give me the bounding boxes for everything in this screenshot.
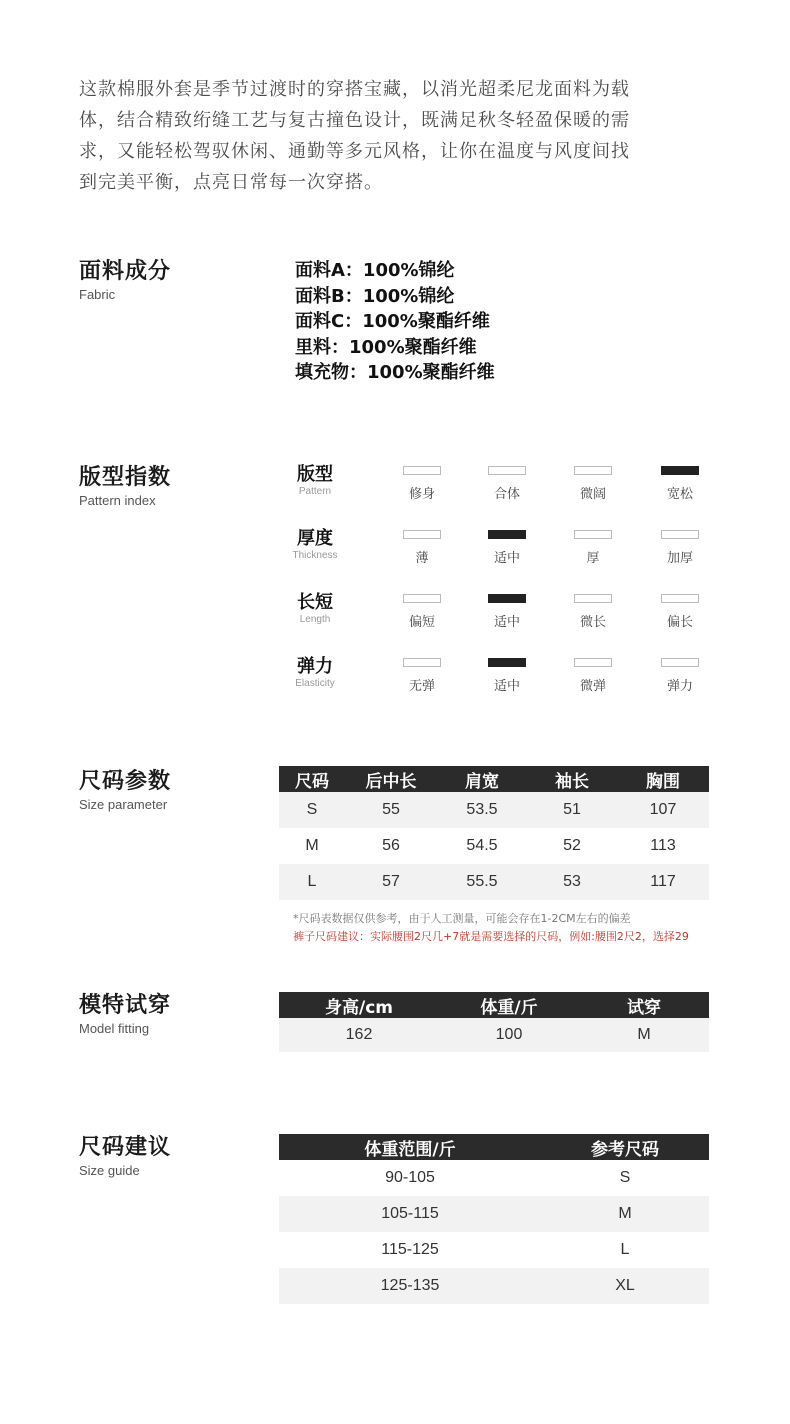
pattern-option (650, 594, 710, 630)
pattern-row-name: 长短 (297, 592, 333, 613)
pattern-option (477, 530, 537, 566)
pattern-indicator (403, 466, 441, 475)
model-section-title (79, 992, 171, 1036)
pattern-option (477, 658, 537, 694)
pattern-option-label: 适中 (493, 615, 520, 630)
table-header-cell: 胸围 (617, 766, 709, 792)
pattern-option-label: 无弹 (408, 679, 435, 694)
intro-paragraph (79, 74, 679, 198)
pattern-indicator-selected (488, 658, 526, 667)
pattern-subtitle: Pattern index (79, 493, 156, 508)
pattern-indicator (661, 530, 699, 539)
pattern-option (563, 594, 623, 630)
table-header-cell: 体重/斤 (439, 992, 579, 1018)
pattern-option (650, 466, 710, 502)
table-header-cell: 尺码 (279, 766, 345, 792)
size-guide-table (279, 1134, 709, 1304)
table-cell: 90-105 (279, 1160, 541, 1196)
table-cell: 54.5 (437, 828, 527, 864)
fabric-item: 面料A：100%锦纶 (295, 260, 455, 281)
pattern-indicator (574, 466, 612, 475)
pattern-option-label: 微弹 (579, 679, 606, 694)
table-header-row (279, 1134, 709, 1160)
pattern-option (392, 658, 452, 694)
table-cell: 51 (527, 792, 617, 828)
pattern-option (392, 594, 452, 630)
size-param-subtitle: Size parameter (79, 797, 168, 812)
pattern-option-label: 适中 (493, 679, 520, 694)
table-cell: M (541, 1196, 709, 1232)
size-note: *尺码表数据仅供参考，由于人工测量，可能会存在1-2CM左右的偏差 (293, 912, 631, 925)
pattern-indicator-selected (488, 530, 526, 539)
guide-section-title (79, 1134, 171, 1178)
pattern-row-name: 版型 (297, 464, 333, 485)
intro-line: 到完美平衡，点亮日常每一次穿搭。 (79, 172, 383, 193)
model-title: 模特试穿 (79, 993, 172, 1018)
pattern-option (563, 530, 623, 566)
table-row (279, 1196, 709, 1232)
pattern-option-label: 偏长 (666, 615, 693, 630)
pattern-option (477, 466, 537, 502)
pattern-indicator-selected (488, 594, 526, 603)
size-param-section-title (79, 768, 171, 812)
pattern-option-label: 宽松 (666, 487, 693, 502)
pattern-option-label: 厚 (586, 551, 600, 566)
pattern-indicator (661, 658, 699, 667)
table-cell: 53 (527, 864, 617, 900)
guide-title: 尺码建议 (79, 1135, 172, 1160)
pattern-indicator (574, 530, 612, 539)
table-cell: XL (541, 1268, 709, 1304)
pattern-row-label (285, 592, 345, 625)
pattern-row (285, 590, 725, 654)
pattern-row (285, 526, 725, 590)
table-cell: S (541, 1160, 709, 1196)
fabric-section-title (79, 258, 171, 302)
fabric-subtitle: Fabric (79, 287, 116, 302)
pattern-option-label: 适中 (493, 551, 520, 566)
intro-line: 体，结合精致绗缝工艺与复古撞色设计，既满足秋冬轻盈保暖的需 (79, 110, 630, 131)
fabric-item: 面料B：100%锦纶 (295, 285, 455, 307)
table-cell: 105-115 (279, 1196, 541, 1232)
pattern-option-label: 弹力 (666, 679, 693, 694)
table-cell: 52 (527, 828, 617, 864)
pattern-option-label: 微阔 (579, 487, 606, 502)
table-cell: 162 (279, 1018, 439, 1052)
pattern-row-label (285, 528, 345, 561)
table-cell: L (541, 1232, 709, 1268)
table-row (279, 1268, 709, 1304)
table-row (279, 1018, 709, 1052)
table-cell: 55 (345, 792, 437, 828)
model-subtitle: Model fitting (79, 1021, 150, 1036)
intro-line: 这款棉服外套是季节过渡时的穿搭宝藏，以消光超柔尼龙面料为载 (79, 79, 630, 100)
table-cell: 56 (345, 828, 437, 864)
pants-size-note: 裤子尺码建议：实际腰围2尺几+7就是需要选择的尺码，例如:腰围2尺2，选择29 (293, 930, 689, 943)
model-fitting-table (279, 992, 709, 1052)
table-cell: S (279, 792, 345, 828)
pattern-indicator (661, 594, 699, 603)
pattern-row-name-en: Pattern (298, 486, 332, 497)
pattern-option-label: 微长 (579, 615, 606, 630)
pattern-option (650, 658, 710, 694)
fabric-item: 面料C：100%聚酯纤维 (295, 311, 490, 332)
pattern-row-name-en: Thickness (292, 550, 338, 561)
table-header-row (279, 992, 709, 1018)
table-cell: 100 (439, 1018, 579, 1052)
table-cell: 53.5 (437, 792, 527, 828)
table-header-cell: 体重范围/斤 (279, 1134, 541, 1160)
table-cell: M (579, 1018, 709, 1052)
pattern-indicator-selected (661, 466, 699, 475)
size-param-title: 尺码参数 (79, 769, 172, 794)
pattern-row-label (285, 656, 345, 689)
pattern-indicator (403, 530, 441, 539)
pattern-title: 版型指数 (79, 465, 172, 490)
pattern-option-label: 薄 (415, 551, 429, 566)
size-parameter-table (279, 766, 709, 900)
pattern-option (392, 530, 452, 566)
table-header-cell: 后中长 (345, 766, 437, 792)
table-row (279, 864, 709, 900)
pattern-row-name: 厚度 (297, 528, 333, 549)
pattern-row-name-en: Elasticity (295, 678, 335, 689)
fabric-item: 填充物：100%聚酯纤维 (295, 362, 495, 383)
intro-line: 求，又能轻松驾驭休闲、通勤等多元风格，让你在温度与风度间找 (79, 141, 630, 162)
pattern-row-name: 弹力 (297, 656, 333, 677)
table-cell: 113 (617, 828, 709, 864)
table-row (279, 828, 709, 864)
pattern-section-title (79, 464, 171, 508)
pattern-option (650, 530, 710, 566)
table-cell: 57 (345, 864, 437, 900)
pattern-indicator (403, 594, 441, 603)
pattern-indicator (488, 466, 526, 475)
pattern-option (563, 658, 623, 694)
table-cell: 55.5 (437, 864, 527, 900)
pattern-option-label: 加厚 (666, 551, 693, 566)
table-cell: M (279, 828, 345, 864)
pattern-row (285, 654, 725, 718)
guide-subtitle: Size guide (79, 1163, 140, 1178)
pattern-option-label: 偏短 (408, 615, 435, 630)
pattern-row-label (285, 464, 345, 497)
fabric-item: 里料：100%聚酯纤维 (295, 336, 477, 358)
table-cell: L (279, 864, 345, 900)
table-header-cell: 参考尺码 (541, 1134, 709, 1160)
table-header-cell: 袖长 (527, 766, 617, 792)
table-header-row (279, 766, 709, 792)
pattern-option (477, 594, 537, 630)
pattern-row-name-en: Length (299, 614, 331, 625)
pattern-indicator (574, 658, 612, 667)
table-cell: 107 (617, 792, 709, 828)
pattern-indicator (403, 658, 441, 667)
table-header-cell: 身高/cm (279, 992, 439, 1018)
table-row (279, 1232, 709, 1268)
table-row (279, 1160, 709, 1196)
table-cell: 125-135 (279, 1268, 541, 1304)
pattern-indicator (574, 594, 612, 603)
pattern-option (392, 466, 452, 502)
pattern-option-label: 修身 (408, 487, 435, 502)
pattern-row (285, 462, 725, 526)
fabric-list (295, 258, 495, 386)
table-header-cell: 试穿 (579, 992, 709, 1018)
pattern-option (563, 466, 623, 502)
pattern-option-label: 合体 (493, 487, 520, 502)
fabric-title: 面料成分 (79, 259, 172, 284)
table-header-cell: 肩宽 (437, 766, 527, 792)
pattern-index-grid (285, 462, 725, 718)
table-cell: 117 (617, 864, 709, 900)
table-cell: 115-125 (279, 1232, 541, 1268)
table-row (279, 792, 709, 828)
